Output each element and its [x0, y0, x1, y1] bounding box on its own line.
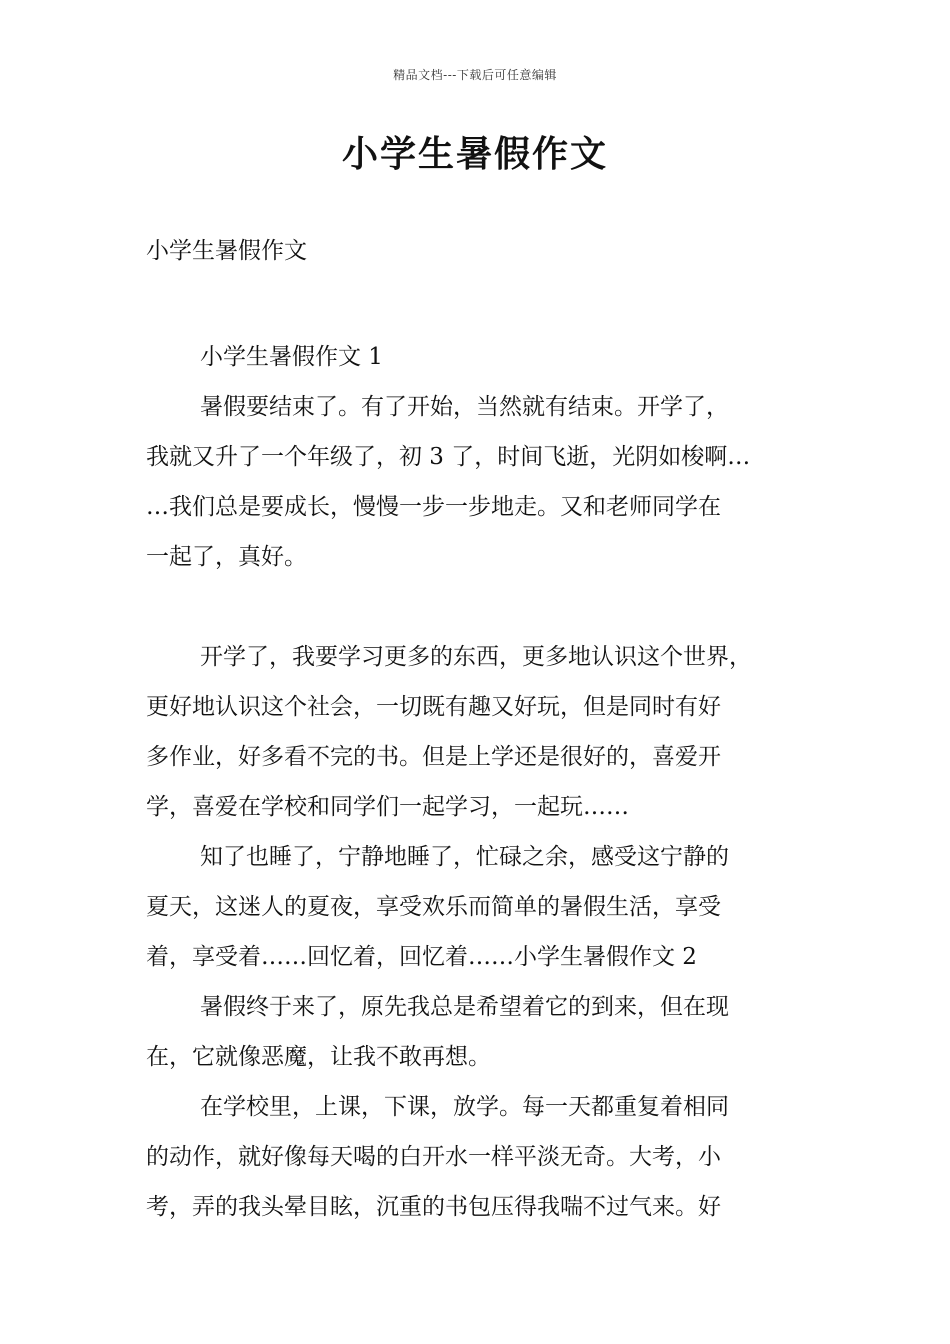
body-line: 暑假要结束了。有了开始，当然就有结束。开学了， [200, 394, 729, 420]
body-line: 在，它就像恶魔，让我不敢再想。 [146, 1044, 491, 1070]
body-line: 我就又升了一个年级了，初 3 了，时间飞逝，光阴如梭啊… [146, 444, 751, 470]
body-line: 更好地认识这个社会，一切既有趣又好玩，但是同时有好 [146, 694, 721, 720]
body-line: 考，弄的我头晕目眩，沉重的书包压得我喘不过气来。好 [146, 1194, 721, 1220]
body-line: …我们总是要成长，慢慢一步一步地走。又和老师同学在 [146, 494, 721, 520]
body-line: 暑假终于来了，原先我总是希望着它的到来，但在现 [200, 994, 729, 1020]
body-line: 开学了，我要学习更多的东西，更多地认识这个世界， [200, 644, 752, 670]
body-line: 学，喜爱在学校和同学们一起学习，一起玩…… [146, 794, 629, 820]
blank-line [146, 582, 826, 632]
document-body [146, 332, 826, 1232]
body-line: 知了也睡了，宁静地睡了，忙碌之余，感受这宁静的 [200, 844, 729, 870]
body-line: 夏天，这迷人的夏夜，享受欢乐而简单的暑假生活，享受 [146, 894, 721, 920]
section-heading-1: 小学生暑假作文 1 [200, 344, 383, 370]
body-line: 多作业，好多看不完的书。但是上学还是很好的，喜爱开 [146, 744, 721, 770]
document-subtitle: 小学生暑假作文 [146, 238, 307, 264]
body-line: 一起了，真好。 [146, 544, 307, 570]
body-line: 在学校里，上课，下课，放学。每一天都重复着相同 [200, 1094, 729, 1120]
document-title: 小学生暑假作文 [341, 134, 608, 175]
body-line: 着，享受着……回忆着，回忆着……小学生暑假作文 2 [146, 944, 697, 970]
body-line: 的动作，就好像每天喝的白开水一样平淡无奇。大考，小 [146, 1144, 721, 1170]
header-note: 精品文档---下载后可任意编辑 [393, 68, 557, 82]
